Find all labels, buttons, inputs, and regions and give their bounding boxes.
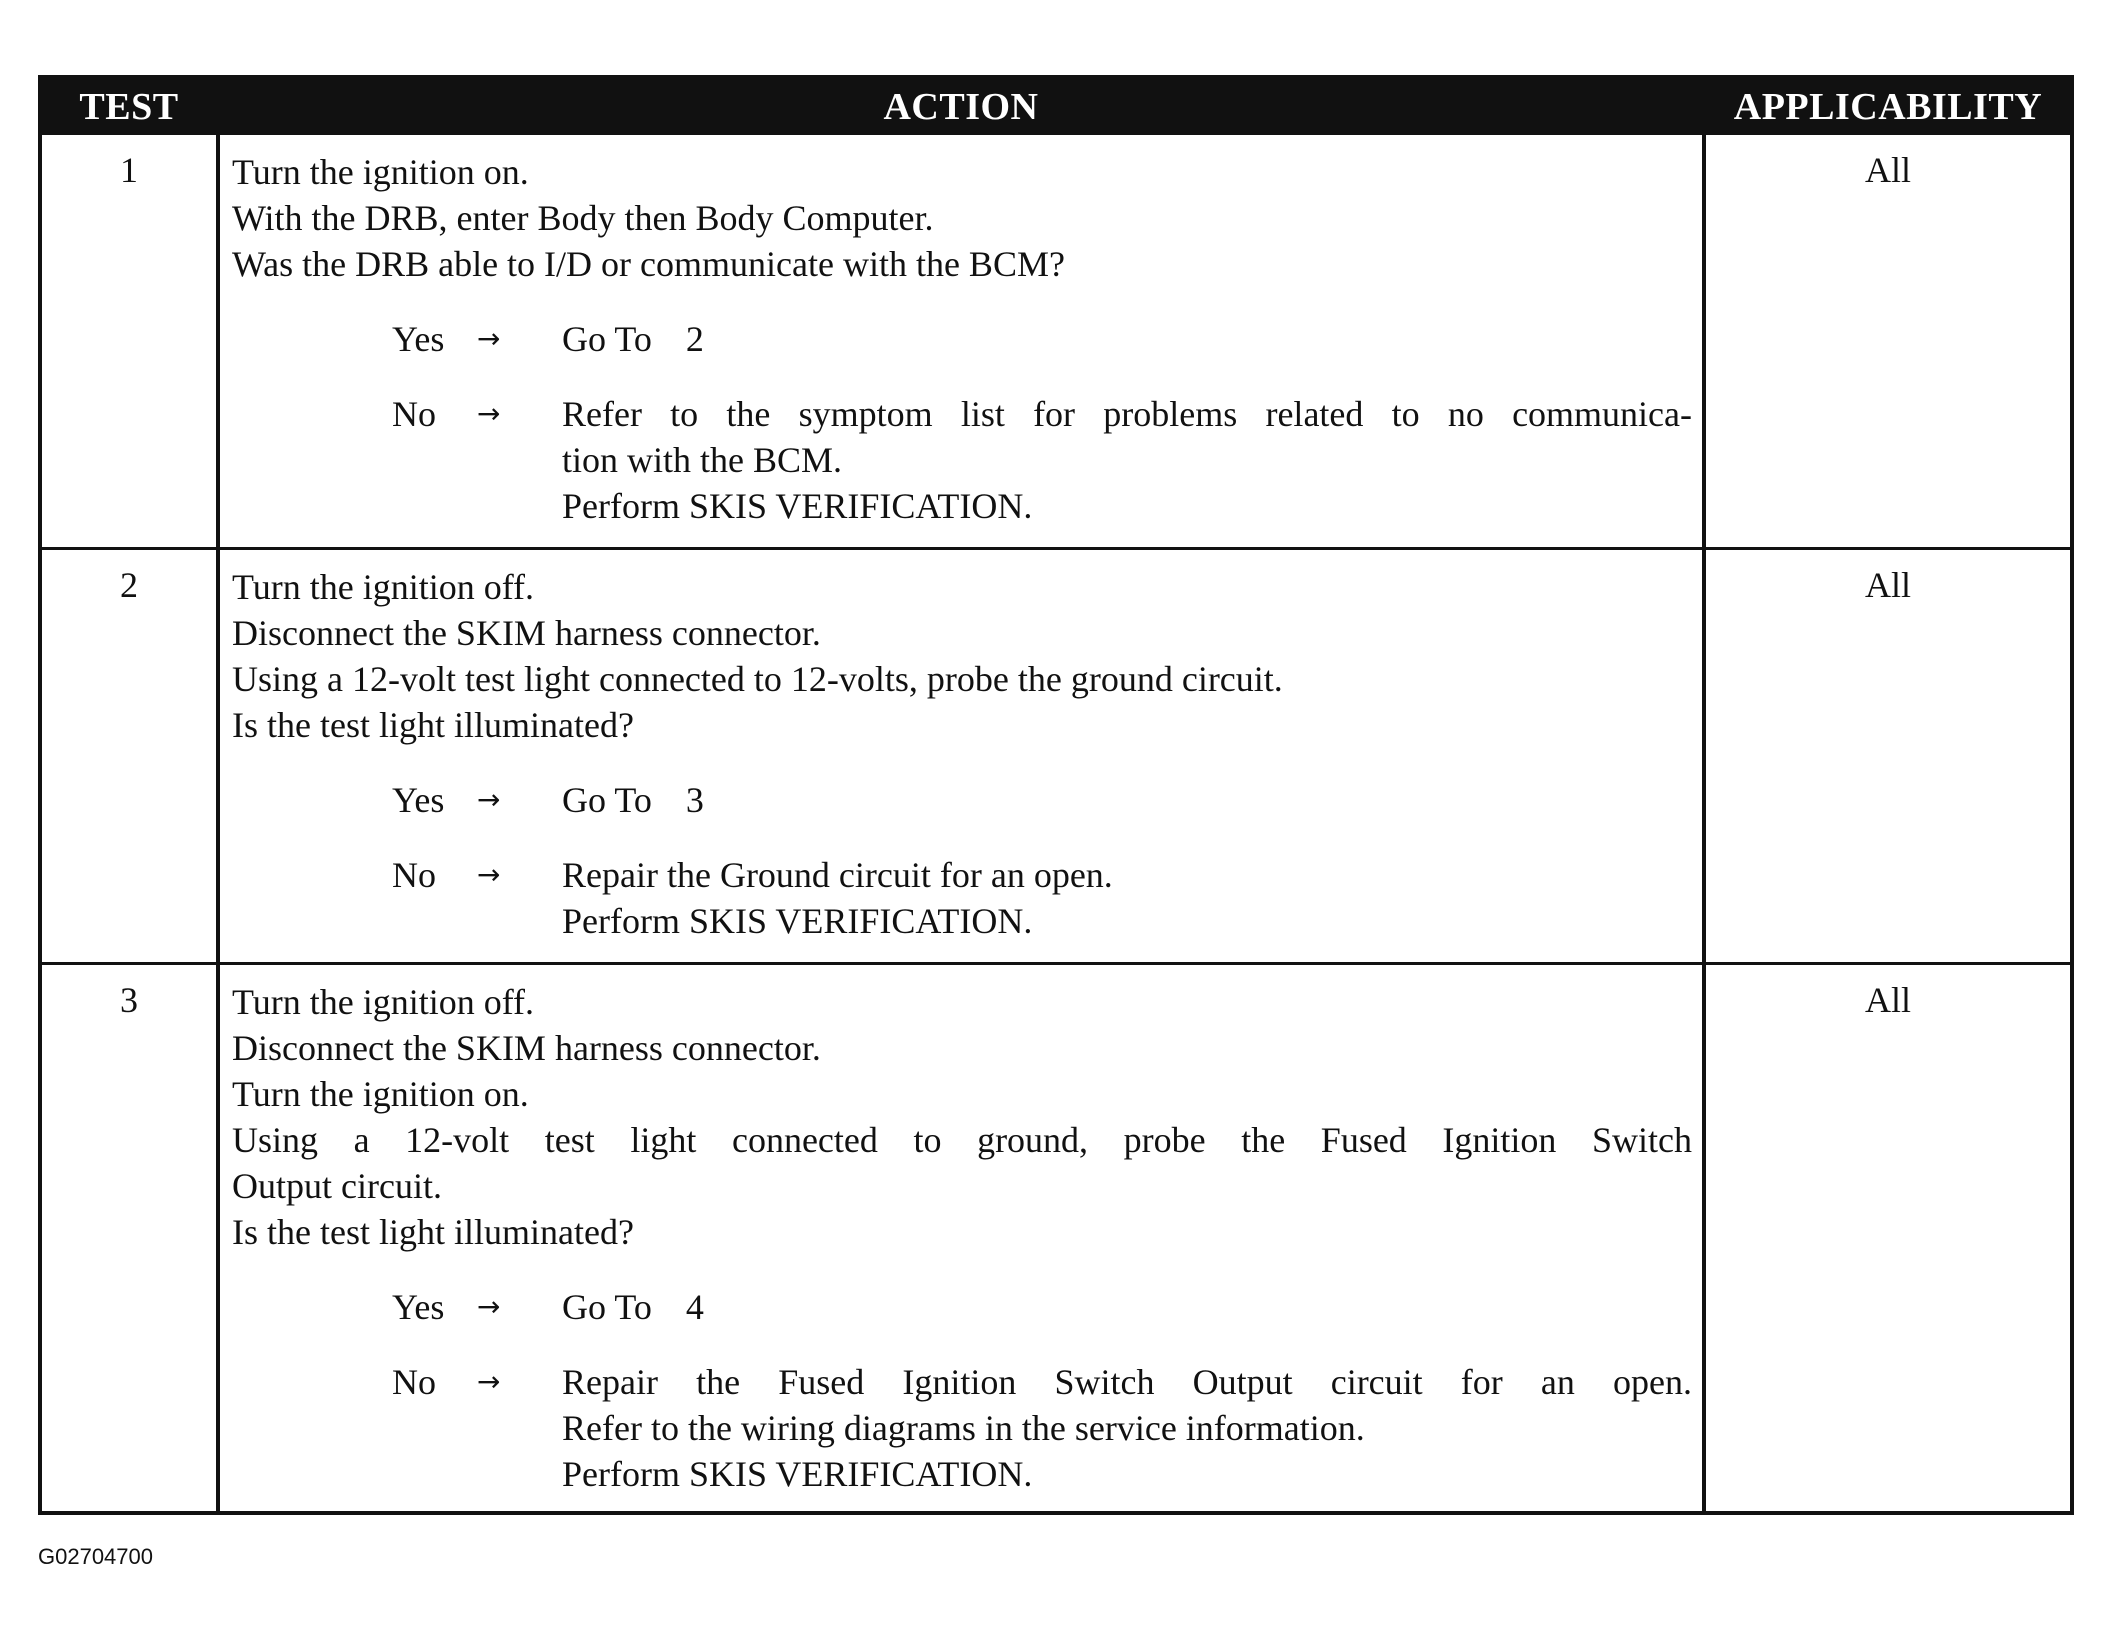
no-label: No — [392, 855, 436, 895]
column-divider — [1702, 135, 1706, 547]
action-step: Using a 12-volt test light connected to 12-volts, probe the ground circuit. — [232, 659, 1283, 699]
column-divider — [216, 135, 220, 547]
goto-number: 4 — [685, 1287, 704, 1327]
applicability-value: All — [1864, 150, 1911, 190]
arrow-icon: → — [477, 397, 501, 430]
arrow-icon: → — [477, 783, 501, 816]
no-result-line: Perform SKIS VERIFICATION. — [562, 486, 1033, 526]
goto-text: Go To — [562, 1287, 652, 1327]
arrow-icon: → — [477, 1290, 501, 1323]
yes-branch — [232, 316, 1692, 362]
no-result-line: Perform SKIS VERIFICATION. — [562, 901, 1033, 941]
header-test: TEST — [79, 86, 179, 128]
action-step: Was the DRB able to I/D or communicate with the BCM? — [232, 244, 1065, 284]
arrow-icon: → — [477, 1365, 501, 1398]
action-step: Output circuit. — [232, 1166, 442, 1206]
yes-label: Yes — [392, 1287, 445, 1327]
action-step: Turn the ignition on. — [232, 1074, 529, 1114]
no-label: No — [392, 394, 436, 434]
header-action: ACTION — [883, 86, 1039, 128]
column-divider — [1702, 965, 1706, 1511]
header-applicability: APPLICABILITY — [1733, 86, 2043, 128]
no-result-line: Repair the Fused Ignition Switch Output circuit for an open. — [562, 1362, 1692, 1402]
action-step: With the DRB, enter Body then Body Computer. — [232, 198, 934, 238]
no-result-line: Refer to the wiring diagrams in the service information. — [562, 1408, 1365, 1448]
column-divider — [216, 550, 220, 962]
goto-text: Go To — [562, 780, 652, 820]
no-result-line: Repair the Ground circuit for an open. — [562, 855, 1113, 895]
no-branch — [232, 1359, 1692, 1497]
action-step: Disconnect the SKIM harness connector. — [232, 613, 821, 653]
goto-number: 3 — [685, 780, 704, 820]
no-branch — [232, 391, 1692, 529]
diagnostic-test-table — [38, 75, 2074, 1515]
action-step: Turn the ignition off. — [232, 567, 535, 607]
table-row — [42, 962, 2070, 1511]
test-number: 3 — [120, 980, 138, 1020]
test-number: 2 — [120, 565, 138, 605]
action-step: Using a 12-volt test light connected to ground, probe the Fused Ignition Switch — [232, 1120, 1692, 1160]
no-result-line: tion with the BCM. — [562, 440, 843, 480]
column-divider — [216, 965, 220, 1511]
action-step: Turn the ignition off. — [232, 982, 535, 1022]
applicability-value: All — [1864, 980, 1911, 1020]
no-label: No — [392, 1362, 436, 1402]
table-row — [42, 135, 2070, 547]
yes-branch — [232, 777, 1692, 823]
action-step: Disconnect the SKIM harness connector. — [232, 1028, 821, 1068]
test-number: 1 — [120, 150, 138, 190]
action-step: Turn the ignition on. — [232, 152, 529, 192]
table-row — [42, 547, 2070, 962]
figure-code: G02704700 — [38, 1544, 153, 1569]
action-cell — [232, 149, 1692, 529]
no-result-line: Refer to the symptom list for problems related to no communica- — [562, 394, 1692, 434]
no-result-line: Perform SKIS VERIFICATION. — [562, 1454, 1033, 1494]
action-cell — [232, 979, 1692, 1497]
arrow-icon: → — [477, 858, 501, 891]
action-cell — [232, 564, 1692, 944]
yes-label: Yes — [392, 319, 445, 359]
goto-text: Go To — [562, 319, 652, 359]
action-step: Is the test light illuminated? — [232, 1212, 634, 1252]
table-header — [42, 79, 2070, 135]
applicability-value: All — [1864, 565, 1911, 605]
column-divider — [1702, 550, 1706, 962]
goto-number: 2 — [685, 319, 704, 359]
action-step: Is the test light illuminated? — [232, 705, 634, 745]
arrow-icon: → — [477, 322, 501, 355]
yes-branch — [232, 1284, 1692, 1330]
no-branch — [232, 852, 1692, 944]
yes-label: Yes — [392, 780, 445, 820]
